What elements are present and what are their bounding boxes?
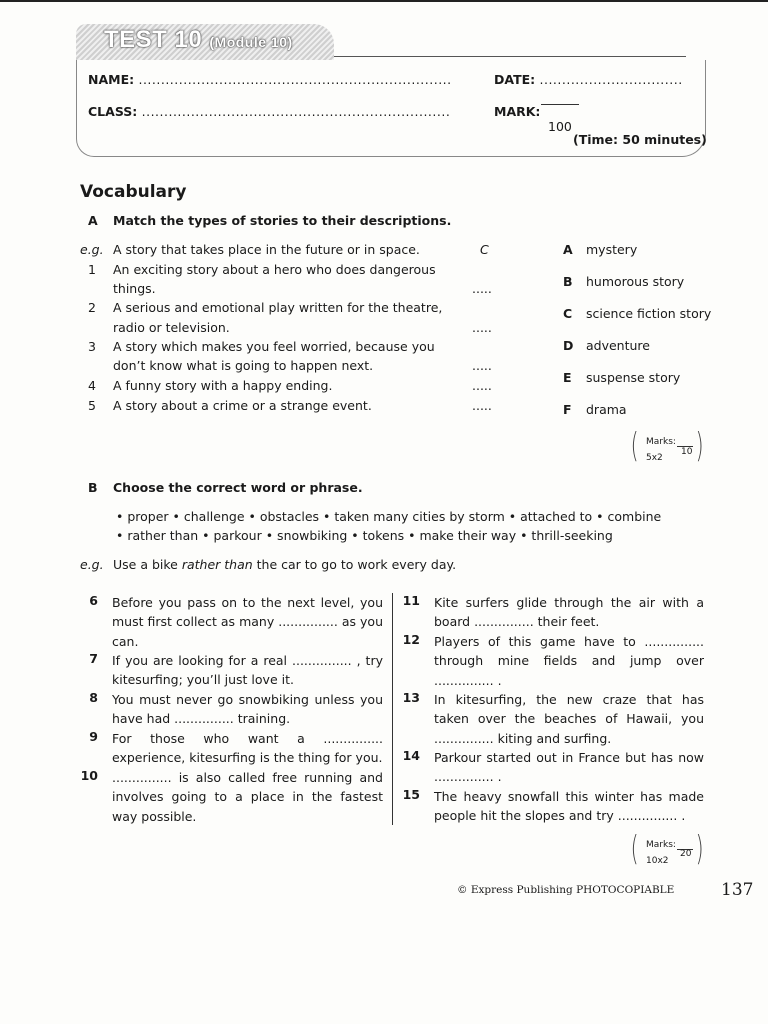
marks-a-left-paren: ( [630,426,639,466]
question-text[interactable]: Kite surfers glide through the air with a board ............... their feet. [434,595,704,630]
word-bank-line: • proper • challenge • obstacles • taken many cities by storm • attached to • combine [116,509,662,524]
column-divider [392,593,393,825]
option-text: drama [586,402,627,417]
part-a-item-number: 1 [88,262,96,277]
option-letter: A [563,242,573,257]
test-title [104,26,293,54]
part-a-answer-blank[interactable]: ..... [472,281,492,296]
mark-label: MARK: [494,104,541,119]
part-b-example-pre: Use a bike [113,557,182,572]
option-letter: D [563,338,574,353]
part-b-instruction: Choose the correct word or phrase. [113,480,363,495]
question-text[interactable]: Players of this game have to ............... through mine fields and jump over ............... . [434,634,704,688]
part-a-item-text: don’t know what is going to happen next. [113,358,374,373]
marks-b-right-paren: ) [695,829,704,869]
part-a-item-text: things. [113,281,156,296]
name-label: NAME: [88,72,135,87]
marks-a-label: Marks: [646,437,676,447]
date-dots: ................................ [539,72,683,87]
class-dots: ..................................................................... [141,104,451,119]
part-a-item-number: 2 [88,300,96,315]
part-a-example-answer: C [480,242,489,257]
question-number: 15 [402,787,420,802]
part-b-example-label: e.g. [80,557,104,572]
part-a-answer-blank[interactable]: ..... [472,398,492,413]
marks-a-multiplier: 5x2 [646,453,663,463]
option-text: science fiction story [586,306,712,321]
question-text[interactable]: If you are looking for a real ............... , try kitesurfing; you’ll just love it. [112,653,383,688]
marks-b-left-paren: ( [630,829,639,869]
marks-a-right-paren: ) [695,426,704,466]
header-top-rule [334,56,686,57]
part-a-letter: A [88,213,98,228]
part-a-item-number: 5 [88,398,96,413]
marks-b-multiplier: 10x2 [646,856,669,866]
option-text: suspense story [586,370,681,385]
question-number: 8 [89,690,98,705]
question-number: 11 [402,593,420,608]
page-top-border [0,0,768,2]
mark-denominator: 100 [548,119,572,134]
question-text[interactable]: For those who want a ............... experience, kitesurfing is the thing for you. [112,731,383,766]
option-text: humorous story [586,274,685,289]
date-field[interactable] [494,72,683,87]
test-title-text: TEST 10 [104,26,203,53]
time-allowed: (Time: 50 minutes) [573,132,707,147]
part-a-answer-blank[interactable]: ..... [472,320,492,335]
date-label: DATE: [494,72,536,87]
part-a-item-text: A serious and emotional play written for the theatre, [113,300,443,315]
option-letter: B [563,274,573,289]
question-text[interactable]: Before you pass on to the next level, you must first collect as many ............... as you can. [112,595,383,649]
question-text[interactable]: The heavy snowfall this winter has made people hit the slopes and try ............... . [434,789,704,824]
section-title: Vocabulary [80,182,187,202]
part-b-example-post: the car to go to work every day. [252,557,457,572]
question-text[interactable]: ............... is also called free running and involves going to a place in the fastest way possible. [112,770,383,824]
question-number: 9 [89,729,98,744]
part-a-item-text: An exciting story about a hero who does dangerous [113,262,436,277]
module-label: (Module 10) [209,34,293,50]
name-field[interactable] [88,72,452,87]
page-number: 137 [721,880,754,900]
option-text: adventure [586,338,650,353]
part-a-item-number: 3 [88,339,96,354]
marks-b-label: Marks: [646,840,676,850]
option-letter: E [563,370,572,385]
part-b-example-answer: rather than [181,557,253,572]
question-text[interactable]: You must never go snowbiking unless you have had ............... training. [112,692,383,727]
mark-fraction-line [541,104,579,105]
part-a-answer-blank[interactable]: ..... [472,358,492,373]
marks-a-total: 10 [681,447,693,457]
question-number: 6 [89,593,98,608]
question-text[interactable]: In kitesurfing, the new craze that has taken over the beaches of Hawaii, you ............... kiting and surfing. [434,692,704,746]
copyright-footer: © Express Publishing PHOTOCOPIABLE [457,884,675,896]
part-a-item-number: 4 [88,378,96,393]
question-number: 14 [402,748,420,763]
part-a-item-text: radio or television. [113,320,230,335]
part-a-example-text: A story that takes place in the future or in space. [113,242,420,257]
part-b-example-sentence [113,557,456,572]
marks-b-total: 20 [680,849,692,859]
part-a-example-label: e.g. [80,242,104,257]
class-field[interactable] [88,104,450,119]
question-number: 7 [89,651,98,666]
class-label: CLASS: [88,104,138,119]
name-dots: ...................................................................... [138,72,452,87]
part-a-answer-blank[interactable]: ..... [472,378,492,393]
word-bank-line: • rather than • parkour • snowbiking • tokens • make their way • thrill-seeking [116,528,613,543]
part-a-item-text: A story which makes you feel worried, because you [113,339,435,354]
question-text[interactable]: Parkour started out in France but has now ............... . [434,750,704,785]
question-number: 10 [80,768,98,783]
option-text: mystery [586,242,638,257]
part-a-instruction: Match the types of stories to their descriptions. [113,213,452,228]
option-letter: C [563,306,573,321]
question-number: 13 [402,690,420,705]
part-b-letter: B [88,480,98,495]
question-number: 12 [402,632,420,647]
part-a-item-text: A story about a crime or a strange event. [113,398,372,413]
part-a-item-text: A funny story with a happy ending. [113,378,333,393]
option-letter: F [563,402,572,417]
